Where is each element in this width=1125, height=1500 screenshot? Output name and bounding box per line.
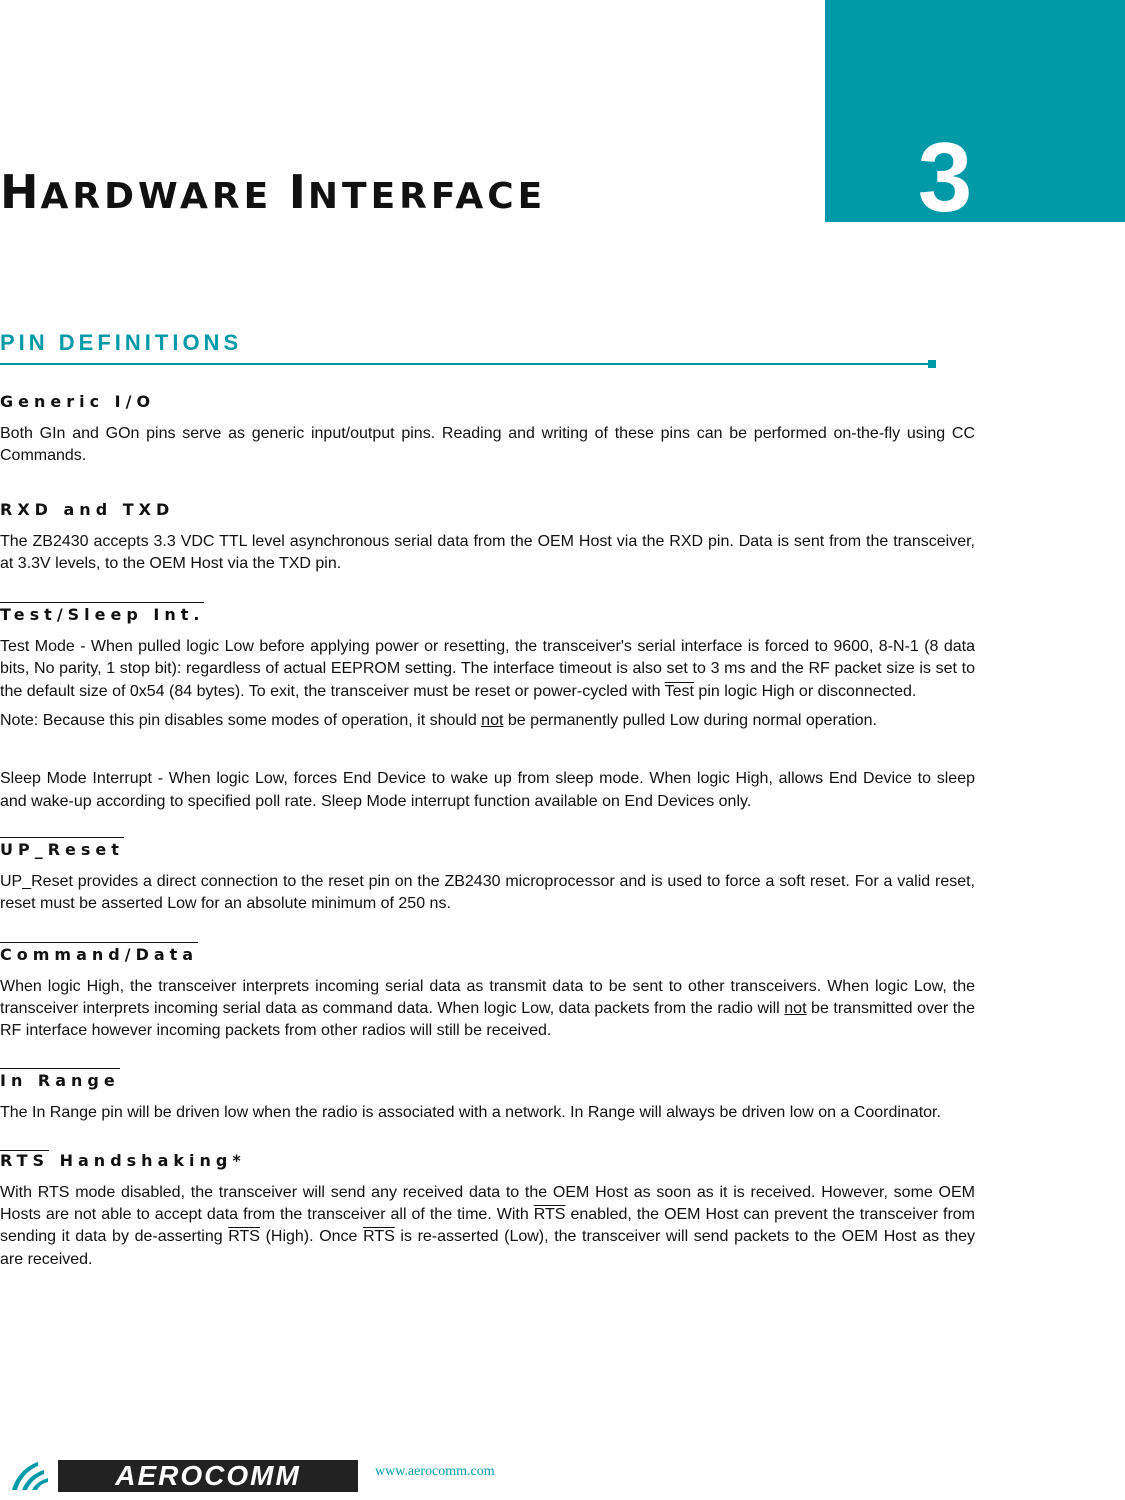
section-divider (0, 363, 928, 365)
paragraph-command-data: When logic High, the transceiver interprets incoming serial data as transmit data to be sent to other transceivers. When logic Low, the transceiver interprets incoming serial data as command data. When logic Low, data packets from the radio will not be transmitted over the RF interface however incoming packets from other radios will still be received. (0, 977, 975, 1040)
section-divider-marker (928, 360, 936, 368)
section-title: PIN DEFINITIONS (0, 330, 243, 355)
heading-test-sleep: Test/Sleep Int. (0, 602, 204, 625)
heading-generic-io: Generic I/O (0, 392, 156, 411)
heading-command-data: Command/Data (0, 942, 198, 965)
paragraph-in-range: The In Range pin will be driven low when the radio is associated with a network. In Range will always be driven low on a Coordinator. (0, 1104, 941, 1122)
paragraph-rxd-txd: The ZB2430 accepts 3.3 VDC TTL level asynchronous serial data from the OEM Host via the RXD pin. Data is sent from the transceiver, at 3.3V levels, to the OEM Host via the TXD pin. (0, 532, 975, 572)
aerocomm-logo (8, 1454, 360, 1494)
paragraph-test-mode: Test Mode - When pulled logic Low before applying power or resetting, the transceiver's serial interface is forced to 9600, 8-N-1 (8 data bits, No parity, 1 stop bit): regardless of actual EEPROM setting. The interface timeout is also set to 3 ms and the RF packet size is set to the default size of 0x54 (84 bytes). To exit, the transceiver must be reset or power-cycled with Test pin logic High or disconnected. (0, 638, 975, 700)
heading-rxd-txd: RXD and TXD (0, 499, 175, 519)
heading-up-reset: UP_Reset (0, 837, 124, 860)
paragraph-up-reset: UP_Reset provides a direct connection to the reset pin on the ZB2430 microprocessor and is used to force a soft reset. For a valid reset, reset must be asserted Low for an absolute minimum of 250 ns. (0, 872, 975, 913)
paragraph-test-note: Note: Because this pin disables some modes of operation, it should not be permanently pulled Low during normal operation. (0, 712, 877, 730)
document-body (0, 392, 975, 1271)
svg-text:AEROCOMM: AEROCOMM (115, 1460, 301, 1491)
heading-rts-handshaking: RTS Handshaking* (0, 1150, 246, 1170)
note-label: Note: (0, 712, 39, 730)
footer-url[interactable]: www.aerocomm.com (375, 1464, 495, 1479)
paragraph-sleep-interrupt: Sleep Mode Interrupt - When logic Low, forces End Device to wake up from sleep mode. When logic High, allows End Device to sleep and wake-up according to specified poll rate. Sleep Mode interrupt function available on End Devices only. (0, 770, 975, 810)
page-footer (0, 1450, 700, 1500)
signal-waves-icon (12, 1462, 48, 1490)
heading-in-range: In Range (0, 1068, 120, 1091)
paragraph-rts-handshaking: With RTS mode disabled, the transceiver will send any received data to the OEM Host as soon as it is received. However, some OEM Hosts are not able to accept data from the transceiver all of the time. With $\overline{RTS}$ enabled, the OEM Host can prevent the transceiver from sending it data by de-asserting $\overline{RTS}$ (High). Once $\overline{RTS}$ is re-asserted (Low), the transceiver will send packets to the OEM Host as they are received. (0, 1183, 976, 1268)
chapter-number: 3 (917, 122, 973, 232)
chapter-title: HARDWARE INTERFACE (0, 165, 547, 219)
paragraph-generic-io: Both GIn and GOn pins serve as generic input/output pins. Reading and writing of these pins can be performed on-the-fly using CC Commands. (0, 425, 975, 465)
